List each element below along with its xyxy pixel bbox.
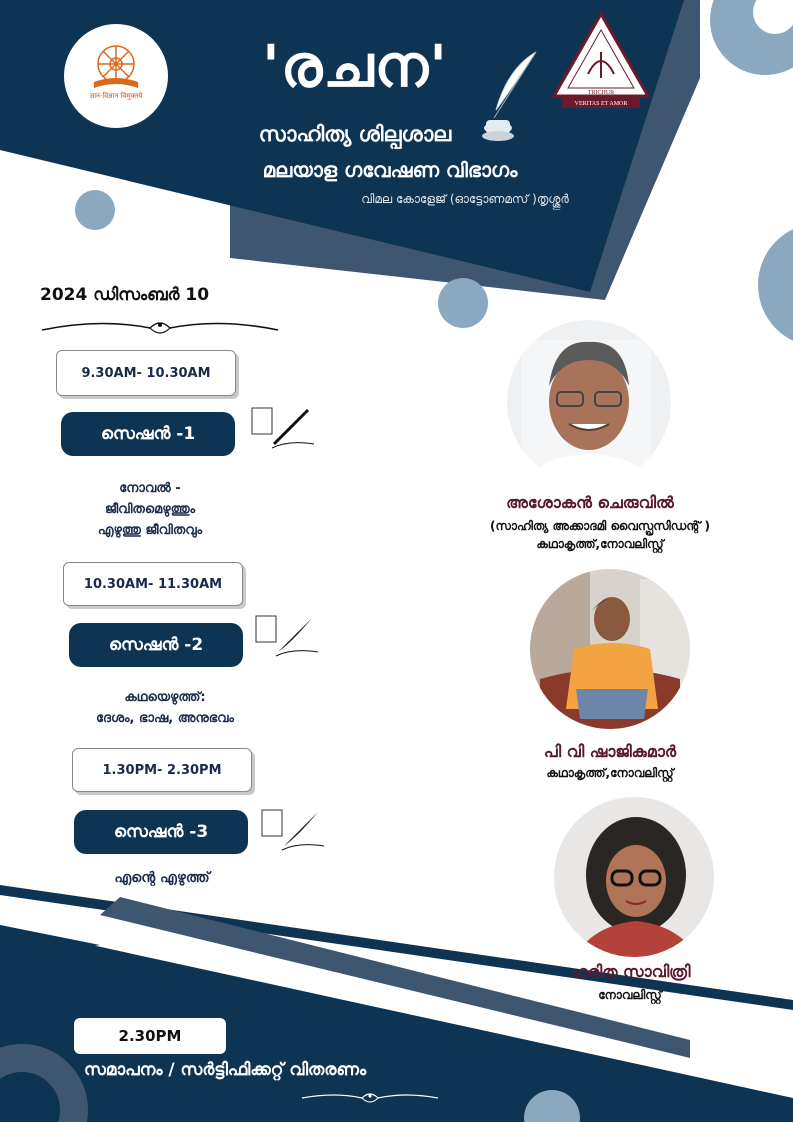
- speaker-1-role-line: കഥാകൃത്ത്,നോവലിസ്റ്റ്: [536, 537, 664, 551]
- college-name: വിമല കോളേജ് (ഓട്ടോണമസ് )തൃശ്ശൂർ: [361, 192, 569, 206]
- speaker-1-role: [420, 517, 780, 553]
- college-logo: [548, 8, 654, 116]
- speaker-3-photo: [554, 797, 714, 957]
- session-1-topic: [40, 478, 260, 541]
- flourish-divider: [40, 316, 280, 338]
- session-2-topic: [50, 687, 280, 729]
- department-name: മലയാള ഗവേഷണ വിഭാഗം: [262, 158, 518, 182]
- paper-quill-icon: [252, 612, 322, 662]
- session-3-label: സെഷൻ -3: [74, 810, 248, 854]
- session-1-topic-line: എഴുത്തു ജീവിതവും: [97, 523, 203, 538]
- speaker-1-role-line: (സാഹിത്യ അക്കാദമി വൈസ്പ്രസിഡന്റ് ): [490, 519, 710, 533]
- session-2-time: 10.30AM- 11.30AM: [63, 562, 243, 606]
- speaker-2-name: പി വി ഷാജികുമാർ: [543, 742, 677, 761]
- speaker-2-role: [460, 764, 760, 782]
- session-1-label: സെഷൻ -1: [61, 412, 235, 456]
- session-2-topic-line: കഥയെഴുത്ത്:: [124, 690, 206, 705]
- session-1-time: 9.30AM- 10.30AM: [56, 350, 236, 396]
- speaker-3-name: ഹരിത സാവിത്രി: [569, 962, 691, 981]
- college-logo-motto: VERITAS ET AMOR: [574, 101, 628, 107]
- session-1-topic-line: നോവൽ -: [119, 481, 181, 496]
- paper-quill-icon: [248, 404, 318, 454]
- flourish-divider: [300, 1090, 440, 1106]
- university-logo: [64, 24, 168, 128]
- closing-time: 2.30PM: [74, 1018, 226, 1054]
- speaker-1-name: അശോകൻ ചെരുവിൽ: [506, 493, 674, 512]
- college-logo-city: TRICHUR: [587, 90, 615, 96]
- speaker-2-photo: [530, 569, 690, 729]
- speaker-2-role-line: കഥാകൃത്ത്,നോവലിസ്റ്റ്: [546, 766, 674, 780]
- session-3-topic-line: എന്റെ എഴുത്ത്: [114, 870, 210, 886]
- speaker-1-photo: [507, 320, 671, 484]
- session-3-time: 1.30PM- 2.30PM: [72, 748, 252, 792]
- session-3-topic: [62, 868, 262, 889]
- paper-quill-icon: [258, 806, 328, 856]
- event-date: 2024 ഡിസംബർ 10: [40, 285, 210, 305]
- page-title: 'രചന': [261, 32, 449, 100]
- session-2-topic-line: ദേശം, ഭാഷ, അനുഭവം: [96, 711, 234, 726]
- session-2-label: സെഷൻ -2: [69, 623, 243, 667]
- logo-motto: ज्ञान-विज्ञान विमुक्तये: [89, 92, 143, 100]
- page-subtitle: സാഹിത്യ ശില്പശാല: [258, 122, 452, 146]
- session-1-topic-line: ജീവിതമെഴുത്തും: [104, 502, 196, 517]
- closing-text: സമാപനം / സർട്ടിഫിക്കറ്റ് വിതരണം: [84, 1060, 367, 1080]
- speaker-3-role: [490, 986, 770, 1004]
- speaker-3-role-line: നോവലിസ്റ്റ്: [598, 988, 662, 1002]
